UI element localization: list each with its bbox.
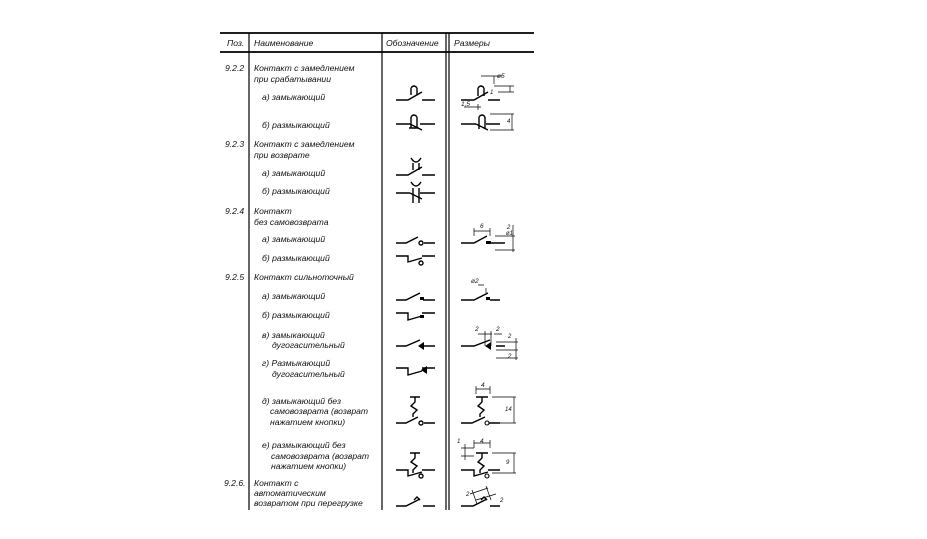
sub-item: е) размыкающий без <box>262 440 346 450</box>
item-name: при срабатывании <box>254 74 331 84</box>
dim-label: 4 <box>507 119 511 125</box>
item-name: Контакт с замедлением <box>254 139 355 149</box>
symbol-power-break <box>396 313 435 320</box>
header-designation: Обозначение <box>386 38 439 48</box>
dim-label: 2 <box>475 326 479 333</box>
dim-label: 4 <box>481 382 485 389</box>
item-name: возвратом при перегрузке <box>254 498 363 508</box>
symbol-release-delay-break <box>396 182 435 203</box>
symbol-button-return-break <box>396 453 435 478</box>
sub-item: дугогасительный <box>272 369 345 379</box>
symbol-arc-break <box>396 366 435 375</box>
symbol-delay-make-contact <box>396 86 435 100</box>
dim-label: ø5 <box>497 73 505 80</box>
sub-item: в) замыкающий <box>262 330 325 340</box>
dim-label: 2 <box>496 326 500 333</box>
item-name: Контакт с замедлением <box>254 63 355 73</box>
dim-label: 4 <box>480 438 484 445</box>
sub-item: а) замыкающий <box>262 168 326 178</box>
pos-9-2-5: 9.2.5 <box>225 272 245 282</box>
sub-item: нажатием кнопки) <box>270 417 346 427</box>
sub-item: самовозврата (возврат <box>271 451 370 461</box>
sub-item: б) размыкающий <box>262 120 330 130</box>
item-name: Контакт сильноточный <box>254 272 354 282</box>
symbol-button-return-make <box>396 397 435 425</box>
symbol-delay-break-contact <box>396 115 435 130</box>
item-name: Контакт с <box>254 478 299 488</box>
header-dims: Размеры <box>454 38 490 48</box>
symbol-release-delay-make <box>396 158 435 175</box>
symbol-overload-auto-return <box>396 497 435 506</box>
dim-label: 9 <box>506 460 510 466</box>
dim-label: 1 <box>490 90 494 96</box>
dim-label: 6 <box>480 223 484 230</box>
item-name: Контакт <box>254 206 292 216</box>
sub-item: б) размыкающий <box>262 186 330 196</box>
sub-item: дугогасительный <box>272 340 345 350</box>
pos-9-2-4: 9.2.4 <box>225 206 245 216</box>
item-name: при возврате <box>254 150 310 160</box>
dim-label: ø2 <box>471 278 479 285</box>
dim-label: 14 <box>505 407 512 413</box>
dim-label: 2 <box>508 334 512 340</box>
dim-label: ø1 <box>506 231 514 237</box>
dim-label: 2 <box>466 492 470 498</box>
item-name: без самовозврата <box>254 217 329 227</box>
sub-item: а) замыкающий <box>262 234 326 244</box>
dim-label: 2 <box>507 225 511 231</box>
sub-item: б) размыкающий <box>262 310 330 320</box>
symbol-no-return-break <box>396 256 435 265</box>
sub-item: г) Размыкающий <box>262 358 331 368</box>
symbol-arc-make <box>396 340 435 350</box>
sub-item: а) замыкающий <box>262 291 326 301</box>
sub-item: д) замыкающий без <box>262 396 341 406</box>
pos-9-2-3: 9.2.3 <box>225 139 245 149</box>
dim-label: 1,5 <box>461 101 471 108</box>
symbol-power-make <box>396 293 435 300</box>
dim-label: 2 <box>508 354 512 360</box>
sub-item: б) размыкающий <box>262 253 330 263</box>
header-name: Наименование <box>254 38 314 48</box>
dim-label: 2 <box>500 498 504 504</box>
pos-9-2-2: 9.2.2 <box>225 63 245 73</box>
dim-drawing-3 <box>461 285 500 300</box>
sub-item: а) замыкающий <box>262 92 326 102</box>
dim-label: 1 <box>457 439 461 445</box>
sub-item: самовозврата (возврат <box>270 406 369 416</box>
sub-item: нажатием кнопки) <box>271 461 347 471</box>
pos-9-2-6: 9.2.6. <box>224 478 246 488</box>
header-pos: Поз. <box>227 38 245 48</box>
item-name: автоматическим <box>254 488 326 498</box>
symbol-no-return-make <box>396 237 435 245</box>
